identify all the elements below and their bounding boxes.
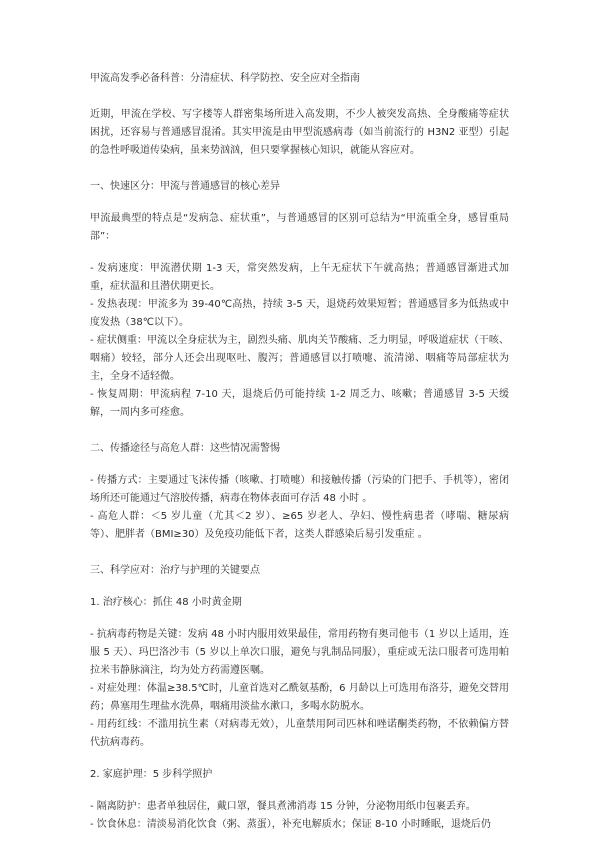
section-3-heading: 三、科学应对：治疗与护理的关键要点 xyxy=(90,565,260,576)
section-1-heading: 一、快速区分：甲流与普通感冒的核心差异 xyxy=(90,181,280,192)
section-1-lead: 甲流最典型的特点是“发病急、症状重”，与普通感冒的区别可总结为“甲流重全身，感冒重局部”： xyxy=(90,213,509,242)
subsection-2-list xyxy=(90,798,509,834)
list-item: - 用药红线：不滥用抗生素（对病毒无效），儿童禁用阿司匹林和唑诺酮类药物，不依赖偏方替代抗病毒药。 xyxy=(90,719,509,748)
intro-paragraph: 近期，甲流在学校、写字楼等人群密集场所进入高发期，不少人被突发高热、全身酸痛等症状困扰，还容易与普通感冒混淆。其实甲流是由甲型流感病毒（如当前流行的 H3N2 亚型）引起的急性呼吸道传染病，虽来势汹汹，但只要掌握核心知识，就能从容应对。 xyxy=(90,109,509,156)
list-item: - 对症处理：体温≥38.5℃时，儿童首选对乙酰氨基酚，6 月龄以上可选用布洛芬，避免交替用药；鼻塞用生理盐水洗鼻，咽痛用淡盐水漱口，多喝水防脱水。 xyxy=(90,683,509,712)
article-title: 甲流高发季必备科普：分清症状、科学防控、安全应对全指南 xyxy=(90,73,360,84)
list-item: - 抗病毒药物是关键：发病 48 小时内服用效果最佳，常用药物有奥司他韦（1 岁以上适用，连服 5 天）、玛巴洛沙韦（5 岁以上单次口服，避免与乳制品同服），重症或无法口服者可选用帕拉米韦静脉滴注，均为处方药需遵医嘱。 xyxy=(90,629,509,676)
section-2-heading: 二、传播途径与高危人群：这些情况需警惕 xyxy=(90,443,280,454)
list-item: - 发病速度：甲流潜伏期 1-3 天，常突然发病，上午无症状下午就高热；普通感冒渐进式加重，症状温和且潜伏期更长。 xyxy=(90,263,509,292)
list-item: - 高危人群：＜5 岁儿童（尤其＜2 岁）、≥65 岁老人、孕妇、慢性病患者（哮喘、糖尿病等）、肥胖者（BMI≥30）及免疫功能低下者，这类人群感染后易引发重症 。 xyxy=(90,511,509,540)
subsection-1-heading: 1. 治疗核心：抓住 48 小时黄金期 xyxy=(90,597,242,608)
list-item: - 隔离防护：患者单独居住，戴口罩，餐具煮沸消毒 15 分钟，分泌物用纸巾包裹丢弃。 xyxy=(90,801,476,812)
section-1-list xyxy=(90,260,509,422)
section-2-list xyxy=(90,472,509,544)
list-item: - 恢复周期：甲流病程 7-10 天，退烧后仍可能持续 1-2 周乏力、咳嗽；普通感冒 3-5 天缓解，一周内多可痊愈。 xyxy=(90,389,509,418)
list-item: - 发热表现：甲流多为 39-40℃高热，持续 3-5 天，退烧药效果短暂；普通感冒多为低热或中度发热（38℃以下）。 xyxy=(90,299,509,328)
subsection-1-list xyxy=(90,626,509,752)
document-page xyxy=(90,70,509,834)
list-item: - 饮食休息：清淡易消化饮食（粥、蒸蛋），补充电解质水；保证 8-10 小时睡眠，退烧后仍 xyxy=(90,819,491,830)
list-item: - 症状侧重：甲流以全身症状为主，剧烈头痛、肌肉关节酸痛、乏力明显，呼吸道症状（干咳、咽痛）较轻，部分人还会出现呕吐、腹泻；普通感冒以打喷嚏、流清涕、咽痛等局部症状为主，全身不适轻微。 xyxy=(90,335,509,382)
list-item: - 传播方式：主要通过飞沫传播（咳嗽、打喷嚏）和接触传播（污染的门把手、手机等），密闭场所还可能通过气溶胶传播，病毒在物体表面可存活 48 小时 。 xyxy=(90,475,509,504)
subsection-2-heading: 2. 家庭护理：5 步科学照护 xyxy=(90,769,213,780)
